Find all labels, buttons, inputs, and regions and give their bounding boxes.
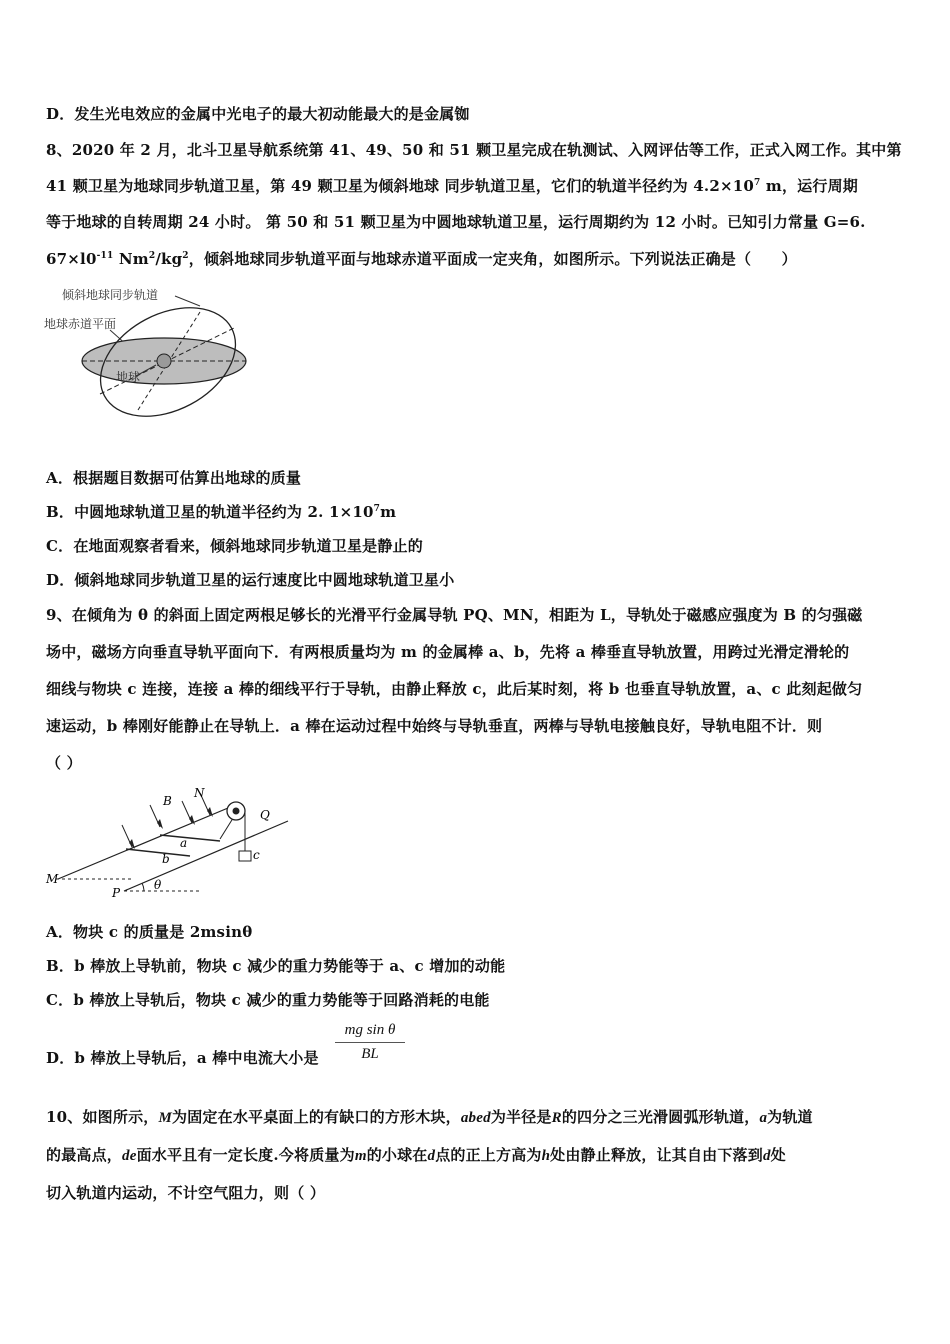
q10-text-line-1: 10、如图所示，M为固定在水平桌面上的有缺口的方形木块，abed为半径是R的四分之三光滑圆弧形轨道，a为轨道 — [46, 1108, 813, 1126]
label-incline-orbit: 倾斜地球同步轨道 — [62, 288, 159, 302]
q8-option-c: C．在地面观察者看来，倾斜地球同步轨道卫星是静止的 — [46, 537, 423, 555]
label-c: c — [253, 848, 260, 862]
q9-option-c: C．b 棒放上导轨后，物块 c 减少的重力势能等于回路消耗的电能 — [46, 991, 490, 1009]
formula-numerator: mg sin θ — [335, 1022, 405, 1043]
q8-text-line-2: 41 颗卫星为地球同步轨道卫星，第 49 颗卫星为倾斜地球 同步轨道卫星，它们的轨道半径约为 $4.2\times 10^7$ m，运行周期 — [46, 177, 858, 195]
q9-text-line-3: 细线与物块 c 连接，连接 a 棒的细线平行于导轨，由静止释放 c，此后某时刻，将 b 也垂直导轨放置，a、c 此刻起做匀 — [46, 680, 863, 698]
q9-option-a: A．物块 c 的质量是 2msinθ — [46, 923, 253, 941]
rails-figure — [40, 785, 290, 905]
block-c — [239, 851, 251, 861]
label-B: B — [163, 794, 172, 808]
q8-option-b: B．中圆地球轨道卫星的轨道半径约为 2. $1\times 10^7m$ — [46, 503, 397, 521]
q10-text-line-3: 切入轨道内运动，不计空气阻力，则（ ） — [46, 1184, 326, 1202]
q8-option-a: A．根据题目数据可估算出地球的质量 — [46, 469, 302, 487]
q10-text-line-2: 的最高点，de面水平且有一定长度.今将质量为m的小球在d点的正上方高为h处由静止释放，让其自由下落到d处 — [46, 1146, 786, 1164]
label-b: b — [162, 852, 170, 866]
rail-PQ — [124, 821, 288, 891]
current-formula — [335, 1022, 405, 1063]
q9-text-line-2: 场中，磁场方向垂直导轨平面向下．有两根质量均为 m 的金属棒 a、b，先将 a 棒垂直导轨放置，用跨过光滑定滑轮的 — [46, 643, 850, 661]
label-earth: 地球 — [116, 370, 141, 384]
label-equator-plane: 地球赤道平面 — [44, 317, 117, 331]
q9-text-line-5: （ ） — [46, 754, 82, 772]
rod-a — [160, 835, 220, 841]
label-Q: Q — [260, 808, 270, 822]
label-M: M — [46, 872, 59, 886]
q8-text-line-3: 等于地球的自转周期 24 小时。 第 50 和 51 颗卫星为中圆地球轨道卫星，运行周期约为 12 小时。已知引力常量 G=6. — [46, 213, 866, 231]
label-theta: θ — [154, 878, 162, 892]
q9-text-line-1: 9、在倾角为 θ 的斜面上固定两根足够长的光滑平行金属导轨 PQ、MN，相距为 L，导轨处于磁感应强度为 B 的匀强磁 — [46, 606, 863, 624]
formula-denominator: BL — [361, 1046, 379, 1062]
option-d-prev: D．发生光电效应的金属中光电子的最大初动能最大的是金属铷 — [46, 105, 470, 123]
rod-b — [126, 849, 190, 856]
label-a: a — [180, 836, 188, 850]
q8-option-d: D．倾斜地球同步轨道卫星的运行速度比中圆地球轨道卫星小 — [46, 571, 455, 589]
q8-text-line-4: $67\times l0^{-11}$ $Nm^2/kg^2$，倾斜地球同步轨道平面与地球赤道平面成一定夹角，如图所示。下列说法正确是（ ） — [46, 250, 797, 268]
orbit-figure — [40, 282, 260, 432]
q8-text-line-1: 8、2020 年 2 月，北斗卫星导航系统第 41、49、50 和 51 颗卫星完成在轨测试、入网评估等工作，正式入网工作。其中第 — [46, 141, 902, 159]
label-P: P — [112, 886, 121, 900]
rail-MN — [58, 803, 240, 879]
q9-text-line-4: 速运动，b 棒刚好能静止在导轨上．a 棒在运动过程中始终与导轨垂直，两棒与导轨电接触良好，导轨电阻不计．则 — [46, 717, 823, 735]
label-N: N — [194, 786, 205, 800]
earth — [157, 354, 171, 368]
q9-option-d: D．b 棒放上导轨后，a 棒中电流大小是 — [46, 1049, 319, 1067]
q9-option-b: B．b 棒放上导轨前，物块 c 减少的重力势能等于 a、c 增加的动能 — [46, 957, 506, 975]
